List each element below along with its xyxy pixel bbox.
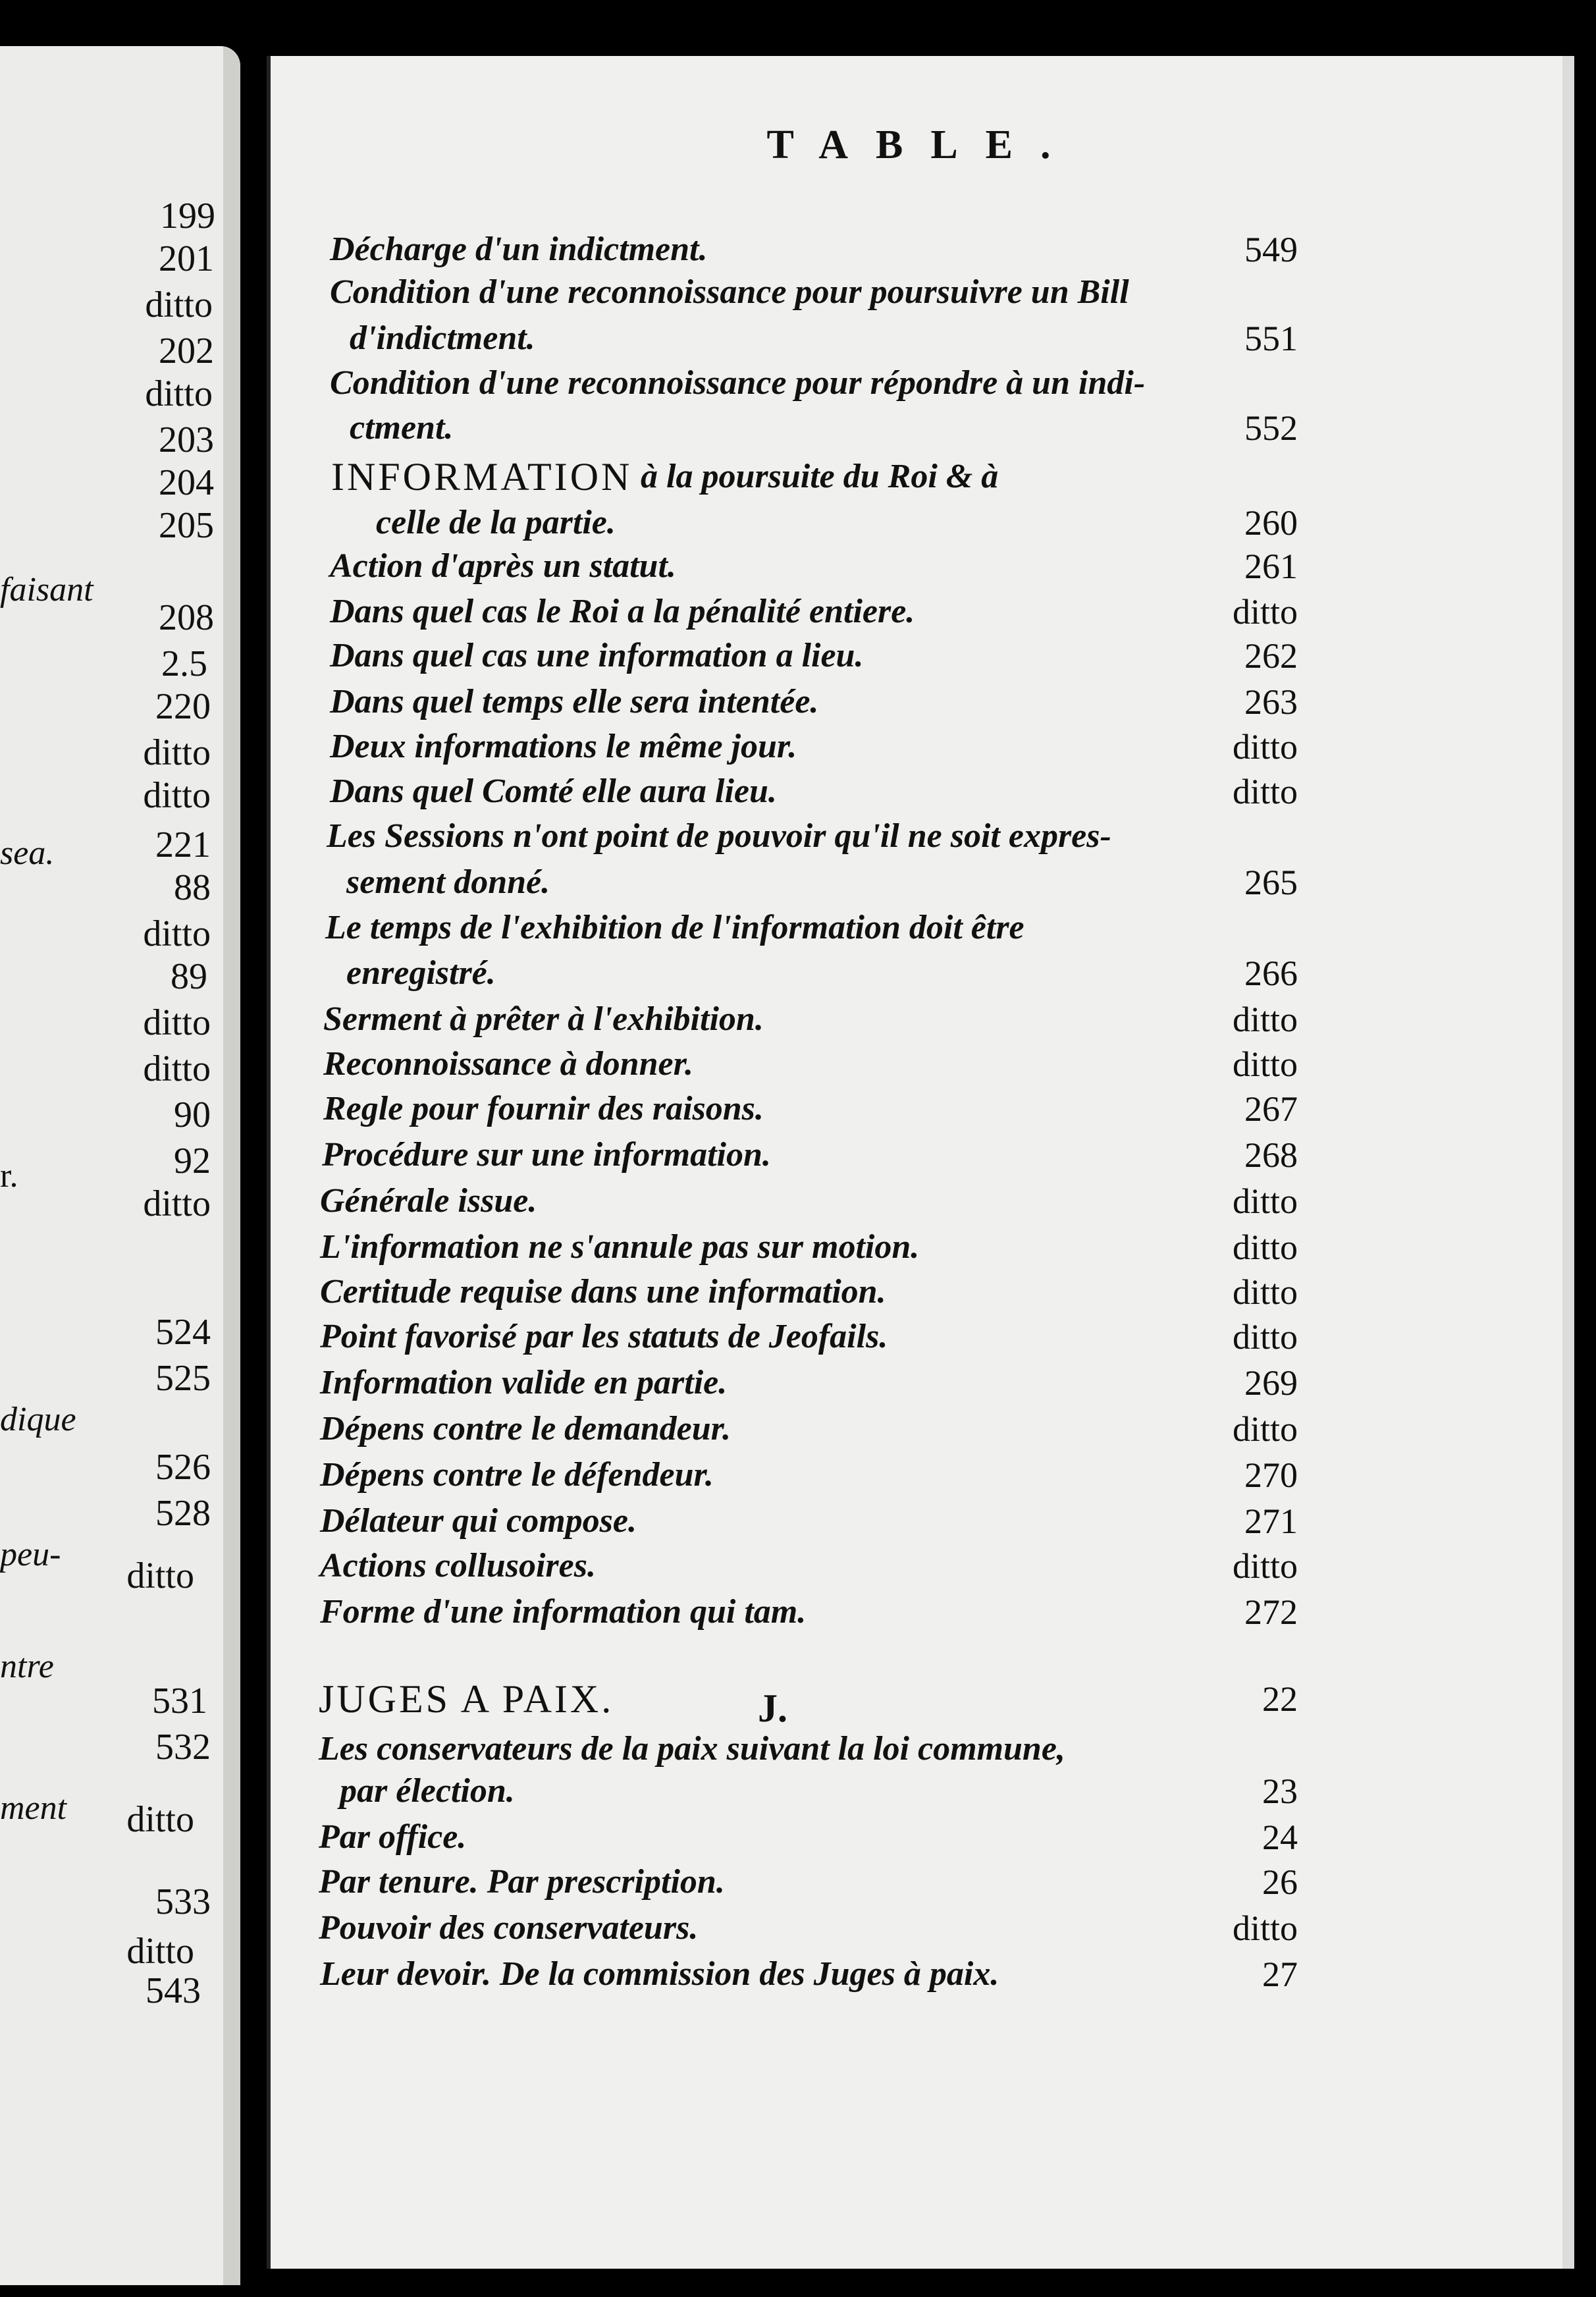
index-entry bbox=[271, 951, 1561, 996]
index-entry bbox=[271, 316, 1561, 361]
entry-page-number: 266 bbox=[1244, 954, 1298, 993]
section-letter: J. bbox=[758, 1687, 787, 1730]
left-page-word: ment bbox=[0, 1789, 67, 1827]
entry-text: Dans quel temps elle sera intentée. bbox=[330, 683, 819, 720]
left-page-number: 533 bbox=[155, 1881, 211, 1922]
left-page-word: ntre bbox=[0, 1648, 54, 1685]
index-entry bbox=[271, 1544, 1561, 1588]
page-edge bbox=[1562, 56, 1574, 2269]
entry-page-number: 261 bbox=[1244, 547, 1298, 586]
entry-page-number: ditto bbox=[1232, 1000, 1298, 1039]
index-entry bbox=[271, 724, 1561, 769]
index-entry bbox=[271, 1769, 1561, 1814]
entry-text: Information valide en partie. bbox=[320, 1364, 728, 1401]
entry-page-number: ditto bbox=[1232, 592, 1298, 632]
left-page-number: ditto bbox=[126, 1799, 194, 1840]
entry-page-number: 263 bbox=[1244, 682, 1298, 722]
index-entry bbox=[271, 227, 1561, 272]
entry-text: Les conservateurs de la paix suivant la loi commune, bbox=[319, 1730, 1065, 1768]
entry-text: celle de la partie. bbox=[376, 504, 616, 541]
index-entry bbox=[271, 406, 1561, 450]
entry-text: par élection. bbox=[340, 1772, 515, 1810]
entry-page-number: 269 bbox=[1244, 1363, 1298, 1403]
entry-page-number: 551 bbox=[1244, 319, 1298, 358]
index-entry bbox=[271, 905, 1561, 950]
index-entry bbox=[271, 769, 1561, 814]
entry-page-number: 270 bbox=[1244, 1455, 1298, 1495]
left-page-number: ditto bbox=[143, 1048, 211, 1089]
left-page-number: ditto bbox=[143, 1002, 211, 1043]
entry-text: Certitude requise dans une information. bbox=[320, 1273, 886, 1311]
entry-page-number: ditto bbox=[1232, 1546, 1298, 1586]
left-page-number: ditto bbox=[143, 913, 211, 954]
entry-text: Regle pour fournir des raisons. bbox=[323, 1090, 764, 1127]
left-page-number: 528 bbox=[155, 1493, 211, 1534]
entry-page-number: ditto bbox=[1232, 1317, 1298, 1357]
entry-page-number: ditto bbox=[1232, 1181, 1298, 1221]
right-page bbox=[267, 56, 1574, 2269]
entry-text: Condition d'une reconnoissance pour répondre à un indi- bbox=[330, 364, 1146, 402]
left-page-number: 204 bbox=[159, 462, 214, 503]
left-page-number: ditto bbox=[143, 775, 211, 816]
index-entry bbox=[271, 1906, 1561, 1951]
entry-page-number: ditto bbox=[1232, 1272, 1298, 1312]
entry-text: ctment. bbox=[350, 409, 454, 446]
entry-page-number: 272 bbox=[1244, 1592, 1298, 1632]
left-page-number: 199 bbox=[160, 196, 215, 236]
index-entry bbox=[271, 270, 1561, 315]
index-entry bbox=[271, 680, 1561, 724]
index-entry bbox=[271, 500, 1561, 545]
left-page-number: 543 bbox=[146, 1970, 201, 2011]
index-entry bbox=[271, 1133, 1561, 1177]
entry-text: d'indictment. bbox=[350, 319, 535, 357]
left-page-number: 203 bbox=[159, 419, 214, 460]
entry-text: Dans quel Comté elle aura lieu. bbox=[330, 772, 777, 810]
left-page-fragment bbox=[0, 46, 240, 2285]
entry-page-number: 552 bbox=[1244, 408, 1298, 448]
entry-text: Dépens contre le demandeur. bbox=[320, 1410, 731, 1447]
entry-page-number: 262 bbox=[1244, 636, 1298, 676]
left-page-number: 90 bbox=[174, 1094, 211, 1135]
entry-text: L'information ne s'annule pas sur motion. bbox=[320, 1228, 920, 1266]
left-page-number: 524 bbox=[155, 1312, 211, 1353]
entry-text: Par office. bbox=[319, 1818, 467, 1856]
entry-text: Dans quel cas une information a lieu. bbox=[330, 637, 864, 674]
left-page-word: faisant bbox=[0, 571, 93, 608]
entry-text: Procédure sur une information. bbox=[322, 1136, 771, 1174]
left-page-number: 208 bbox=[159, 597, 214, 638]
left-page-number: 221 bbox=[155, 824, 211, 865]
entry-text: Actions collusoires. bbox=[320, 1547, 596, 1584]
left-page-number: ditto bbox=[126, 1555, 194, 1596]
index-entry bbox=[271, 1453, 1561, 1498]
entry-page-number: 260 bbox=[1244, 503, 1298, 543]
entry-text: Leur devoir. De la commission des Juges à paix. bbox=[320, 1955, 999, 1993]
index-entry bbox=[271, 1270, 1561, 1314]
entry-heading: INFORMATION bbox=[331, 455, 633, 499]
entry-text: Le temps de l'exhibition de l'information doit être bbox=[325, 909, 1024, 946]
entry-text: Point favorisé par les statuts de Jeofails. bbox=[320, 1318, 888, 1355]
left-page-number: 532 bbox=[155, 1727, 211, 1768]
index-entry bbox=[271, 1727, 1561, 1771]
entry-heading: JUGES A PAIX. bbox=[319, 1677, 614, 1721]
left-page-number: ditto bbox=[145, 373, 213, 414]
entry-text: Délateur qui compose. bbox=[320, 1502, 637, 1540]
entry-page-number: ditto bbox=[1232, 772, 1298, 811]
index-entry bbox=[271, 544, 1561, 589]
left-page-number: 2.5 bbox=[161, 643, 207, 684]
index-entry bbox=[271, 997, 1561, 1042]
index-entry bbox=[271, 1499, 1561, 1544]
left-page-number: 92 bbox=[174, 1141, 211, 1181]
entry-page-number: 268 bbox=[1244, 1135, 1298, 1175]
index-entry bbox=[271, 361, 1561, 406]
entry-text: Pouvoir des conservateurs. bbox=[319, 1909, 699, 1947]
left-page-word: peu- bbox=[0, 1536, 61, 1573]
entry-page-number: ditto bbox=[1232, 1409, 1298, 1449]
entry-text: Les Sessions n'ont point de pouvoir qu'il ne soit expres- bbox=[327, 817, 1111, 855]
entry-text: enregistré. bbox=[346, 954, 496, 992]
index-entry bbox=[271, 1860, 1561, 1905]
index-entry bbox=[271, 1314, 1561, 1359]
index-entry bbox=[271, 634, 1561, 678]
index-entry bbox=[271, 1590, 1561, 1635]
entry-page-number: 271 bbox=[1244, 1501, 1298, 1541]
entry-page-number: ditto bbox=[1232, 1908, 1298, 1948]
entry-page-number: ditto bbox=[1232, 1044, 1298, 1084]
left-page-number: ditto bbox=[143, 1183, 211, 1224]
index-entry bbox=[271, 1677, 1561, 1721]
page-title: TABLE. bbox=[766, 122, 1078, 167]
entry-text: Par tenure. Par prescription. bbox=[319, 1863, 725, 1901]
index-entry bbox=[271, 454, 1561, 499]
entry-text: Deux informations le même jour. bbox=[330, 728, 797, 765]
entry-page-number: 549 bbox=[1244, 230, 1298, 269]
index-entry bbox=[271, 1952, 1561, 1997]
left-page-number: ditto bbox=[145, 284, 213, 325]
index-entry bbox=[271, 589, 1561, 634]
entry-text: Décharge d'un indictment. bbox=[330, 230, 708, 268]
entry-page-number: 267 bbox=[1244, 1089, 1298, 1129]
index-entry bbox=[271, 1225, 1561, 1270]
left-page-number: 220 bbox=[155, 686, 211, 727]
left-page-number: ditto bbox=[126, 1931, 194, 1972]
left-page-number: 201 bbox=[159, 238, 214, 279]
entry-text: Dans quel cas le Roi a la pénalité entiere. bbox=[330, 593, 915, 630]
index-entry bbox=[271, 1361, 1561, 1405]
entry-page-number: ditto bbox=[1232, 727, 1298, 767]
left-page-number: 205 bbox=[159, 505, 214, 546]
left-page-number: 89 bbox=[171, 956, 207, 997]
left-page-mark: r. bbox=[0, 1157, 18, 1195]
entry-page-number: 23 bbox=[1262, 1771, 1298, 1811]
entry-text: Dépens contre le défendeur. bbox=[320, 1456, 714, 1494]
left-page-number: ditto bbox=[143, 732, 211, 773]
entry-text: Générale issue. bbox=[320, 1182, 537, 1220]
entry-page-number: 27 bbox=[1262, 1955, 1298, 1994]
left-page-gutter bbox=[223, 46, 240, 2285]
entry-text: sement donné. bbox=[346, 863, 550, 901]
entry-page-number: 22 bbox=[1262, 1679, 1298, 1719]
entry-text: à la poursuite du Roi & à bbox=[641, 458, 999, 495]
left-page-word: dique bbox=[0, 1401, 76, 1438]
index-entry bbox=[271, 1407, 1561, 1451]
entry-text: Serment à prêter à l'exhibition. bbox=[323, 1000, 764, 1038]
index-entry bbox=[271, 860, 1561, 905]
left-page-number: 202 bbox=[159, 331, 214, 371]
index-entry bbox=[271, 1179, 1561, 1224]
index-entry bbox=[271, 1087, 1561, 1131]
left-page-number: 531 bbox=[152, 1681, 207, 1721]
left-page-number: 88 bbox=[174, 867, 211, 908]
entry-page-number: 265 bbox=[1244, 863, 1298, 902]
entry-text: Condition d'une reconnoissance pour poursuivre un Bill bbox=[330, 273, 1129, 311]
left-page-number: 525 bbox=[155, 1358, 211, 1399]
index-entry bbox=[271, 814, 1561, 859]
index-entry bbox=[271, 1815, 1561, 1860]
index-entry bbox=[271, 1042, 1561, 1087]
entry-page-number: 26 bbox=[1262, 1862, 1298, 1902]
entry-page-number: ditto bbox=[1232, 1228, 1298, 1267]
entry-text: Forme d'une information qui tam. bbox=[320, 1593, 807, 1631]
left-page-word: sea. bbox=[0, 834, 55, 872]
left-page-number: 526 bbox=[155, 1447, 211, 1488]
entry-text: Action d'après un statut. bbox=[330, 547, 676, 585]
entry-page-number: 24 bbox=[1262, 1818, 1298, 1857]
entry-text: Reconnoissance à donner. bbox=[323, 1045, 693, 1083]
